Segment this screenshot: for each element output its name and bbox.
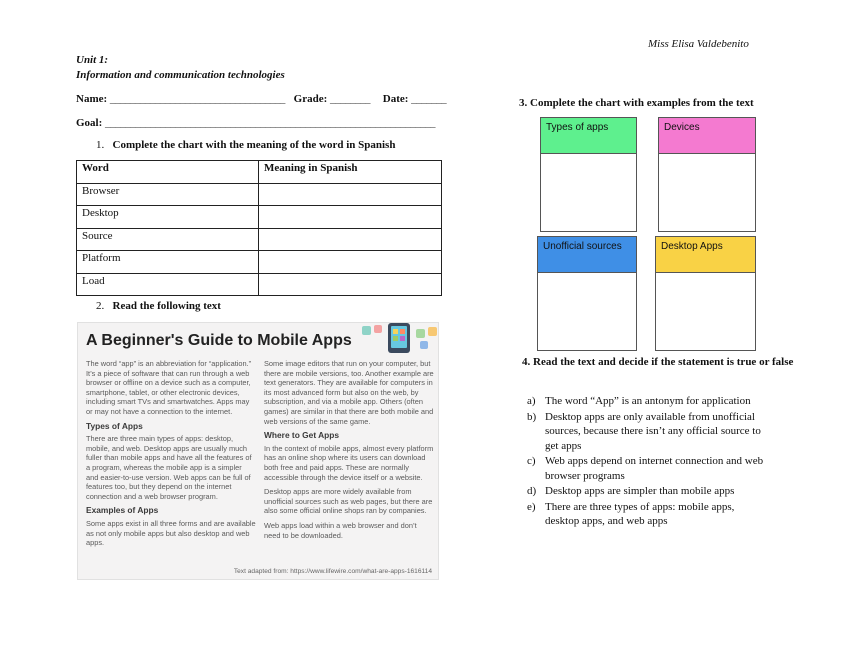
question-2-number: 2.: [96, 300, 105, 312]
item-statement: Desktop apps are simpler than mobile apps: [545, 485, 735, 497]
list-item[interactable]: [527, 410, 767, 454]
article-subheading: Examples of Apps: [86, 505, 159, 516]
article-paragraph: Some apps exist in all three forms and are available as not only mobile apps but also desktop and web apps.: [86, 518, 256, 548]
item-letter: e): [527, 500, 536, 513]
phone-apps-illustration: [360, 323, 439, 353]
goal-label: Goal:: [76, 117, 103, 129]
item-letter: d): [527, 485, 537, 497]
grade-label: Grade:: [293, 93, 328, 105]
question-4-text: Read the text and decide if the statement is true or false: [533, 356, 794, 368]
chart-box-unofficial-sources[interactable]: [537, 236, 637, 351]
question-3-heading: [519, 97, 754, 109]
chart-box-desktop-apps[interactable]: [655, 236, 756, 351]
table-row: [77, 228, 442, 251]
article-image: [77, 322, 439, 580]
article-subheading: Types of Apps: [86, 420, 143, 431]
column-word: Word: [77, 161, 259, 184]
goal-row: [76, 117, 435, 129]
question-3-text: Complete the chart with examples from the text: [530, 97, 754, 109]
meaning-cell[interactable]: [259, 228, 442, 251]
article-right-column: [264, 359, 434, 545]
question-1-number: 1.: [96, 139, 105, 151]
chart-box-header: Desktop Apps: [656, 237, 755, 273]
question-4-heading: [522, 355, 797, 370]
author-name: Miss Elisa Valdebenito: [648, 38, 749, 50]
list-item[interactable]: [527, 454, 767, 483]
chart-box-header: Devices: [659, 118, 755, 154]
meaning-cell[interactable]: [259, 273, 442, 296]
table-header-row: [77, 161, 442, 184]
list-item[interactable]: [527, 394, 767, 409]
article-paragraph: There are three main types of apps: desktop, mobile, and web. Desktop apps are usually much fuller than mobile apps and have all the features of a program, whereas the mobile app is a simpler and easier-to-use version. Web apps can be full of features too, but they depend on the internet connection and a web browser program.: [86, 434, 252, 501]
article-paragraph: Some image editors that run on your computer, but there are mobile versions, too. Another example are text generators. They are available for computers in its most advanced form but also on the web, by subscription, and via a mobile app. Others (often games) are similar in that there are both mobile and web versions of the same game.: [264, 359, 434, 426]
item-letter: a): [527, 395, 536, 407]
item-letter: c): [527, 455, 536, 467]
table-row: [77, 183, 442, 206]
word-cell: Desktop: [77, 206, 259, 229]
article-paragraph: Desktop apps are more widely available from unofficial sources such as web pages, but there are also some official online shops ran by companies.: [264, 487, 433, 516]
item-statement: There are three types of apps: mobile apps, desktop apps, and web apps: [545, 500, 735, 527]
article-left-column: [86, 359, 256, 553]
date-field[interactable]: _______: [411, 93, 447, 105]
question-1-text: Complete the chart with the meaning of the word in Spanish: [112, 139, 396, 151]
list-item[interactable]: [527, 500, 767, 529]
meaning-cell[interactable]: [259, 183, 442, 206]
unit-title: Information and communication technologies: [76, 69, 285, 81]
name-field[interactable]: ___________________________________: [109, 93, 285, 105]
table-row: [77, 251, 442, 274]
question-3-number: 3.: [519, 97, 528, 109]
item-statement: The word “App” is an antonym for application: [545, 395, 751, 407]
word-cell: Platform: [77, 251, 259, 274]
meaning-cell[interactable]: [259, 251, 442, 274]
chart-box-header: Unofficial sources: [538, 237, 636, 273]
list-item[interactable]: [527, 484, 767, 499]
chart-box-devices[interactable]: [658, 117, 756, 232]
chart-box-header: Types of apps: [541, 118, 636, 154]
table-row: [77, 206, 442, 229]
article-paragraph: Web apps load within a web browser and don’t need to be downloaded.: [264, 520, 417, 540]
name-label: Name:: [76, 93, 108, 105]
question-4-number: 4.: [522, 356, 531, 368]
grade-field[interactable]: ________: [330, 93, 371, 105]
meaning-cell[interactable]: [259, 206, 442, 229]
date-label: Date:: [382, 93, 409, 105]
vocabulary-table: [76, 160, 442, 296]
article-title: A Beginner's Guide to Mobile Apps: [86, 332, 352, 349]
question-2-text: Read the following text: [112, 300, 221, 312]
column-meaning: Meaning in Spanish: [259, 161, 442, 184]
true-false-list: [527, 394, 767, 530]
item-letter: b): [527, 410, 537, 423]
article-subheading: Where to Get Apps: [264, 430, 340, 441]
question-1-heading: [96, 139, 395, 151]
table-row: [77, 273, 442, 296]
item-statement: Web apps depend on internet connection and web browser programs: [545, 455, 764, 482]
word-cell: Browser: [77, 183, 259, 206]
unit-heading: [76, 53, 285, 83]
article-paragraph: In the context of mobile apps, almost every platform has an online shop where its users can download both free and paid apps. These are normally accessible through the device itself or a website.: [264, 443, 434, 482]
unit-number: Unit 1:: [76, 54, 109, 66]
student-info-row: [76, 93, 446, 105]
article-paragraph: The word “app” is an abbreviation for “application.” It’s a piece of software that can run through a web browser or offline on a device such as a computer, smartphone, tablet, or other electronic devices, including smart TVs and smartwatches. Apps may or may not have a connection to the internet.: [86, 359, 252, 416]
goal-field[interactable]: __________________________________________________________________: [105, 117, 436, 129]
article-source: Text adapted from: https://www.lifewire.com/what-are-apps-1616114: [233, 568, 432, 575]
item-statement: Desktop apps are only available from unofficial sources, because there isn’t any official source to get apps: [545, 410, 761, 452]
word-cell: Load: [77, 273, 259, 296]
chart-box-types-of-apps[interactable]: [540, 117, 637, 232]
question-2-heading: [96, 300, 221, 312]
word-cell: Source: [77, 228, 259, 251]
